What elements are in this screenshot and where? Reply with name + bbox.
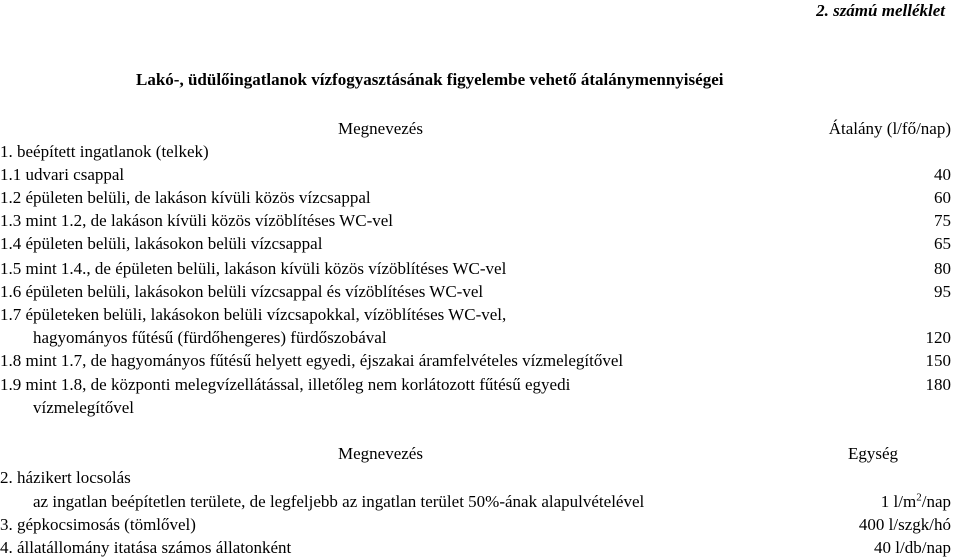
row-label-continuation: hagyományos fűtésű (fürdőhengeres) fürdőszobával [33,328,387,347]
row-label: 1.7 épületeken belüli, lakásokon belüli vízcsapokkal, vízöblítéses WC-vel, [0,305,507,324]
section-label: 1. beépített ingatlanok (telkek) [0,142,209,161]
row-value: 80 [934,259,951,278]
table-row [0,188,951,210]
row-value: 40 l/db/nap [874,538,951,557]
row-value: 60 [934,188,951,207]
table-row [0,515,951,537]
row-label: 1.3 mint 1.2, de lakáson kívüli közös vízöblítéses WC-vel [0,211,393,230]
row-label: 1.9 mint 1.8, de központi melegvízellátással, illetőleg nem korlátozott fűtésű egyedi [0,375,571,394]
table-row [0,259,951,281]
section-1-heading [0,142,951,164]
row-label: 3. gépkocsimosás (tömlővel) [0,515,196,534]
row-label: 1.1 udvari csappal [0,165,125,184]
row-value: 65 [934,234,951,253]
table-row [0,492,951,514]
row-value: 40 [934,165,951,184]
row-value: 400 l/szgk/hó [858,515,951,534]
table-row [0,282,951,304]
row-value: 180 [925,375,951,394]
row-label: 1.4 épületen belüli, lakásokon belüli vízcsappal [0,234,323,253]
unit-suffix: /nap [921,492,951,511]
row-label-continuation: vízmelegítővel [33,398,135,417]
row-label: 1.2 épületen belüli, de lakáson kívüli közös vízcsappal [0,188,371,207]
table-row [0,234,951,256]
row-value: 120 [925,328,951,347]
table-row [0,375,951,397]
table-row [0,538,951,560]
row-value: 75 [934,211,951,230]
section-2-heading [0,468,951,490]
row-value [881,492,951,512]
row-label: 1.6 épületen belüli, lakásokon belüli vízcsappal és vízöblítéses WC-vel [0,282,484,301]
table1-header-name: Megnevezés [338,119,423,138]
table1-header-value: Átalány (l/fő/nap) [828,119,951,138]
row-label: 4. állatállomány itatása számos állatonként [0,538,292,557]
table-row [0,351,951,373]
table-row [0,165,951,187]
unit-superscript: 2 [916,491,922,504]
annex-label: 2. számú melléklet [816,1,945,20]
table-row-continuation [0,398,951,420]
table-row [0,211,951,233]
row-value: 95 [934,282,951,301]
table-row [0,305,951,327]
row-value: 150 [925,351,951,370]
unit-prefix: 1 l/m [880,492,917,511]
table-row-continuation [0,328,951,350]
row-label: 1.5 mint 1.4., de épületen belüli, lakáson kívüli közös vízöblítéses WC-vel [0,259,507,278]
row-label: az ingatlan beépítetlen területe, de legfeljebb az ingatlan terület 50%-ának alapulvételével [33,492,645,511]
section-label: 2. házikert locsolás [0,468,131,487]
page-title: Lakó-, üdülőingatlanok vízfogyasztásának figyelembe vehető átalánymennyiségei [136,70,724,89]
table2-header-name: Megnevezés [338,444,423,463]
row-label: 1.8 mint 1.7, de hagyományos fűtésű helyett egyedi, éjszakai áramfelvételes vízmelegítővel [0,351,624,370]
table2-header-value: Egység [848,444,899,463]
